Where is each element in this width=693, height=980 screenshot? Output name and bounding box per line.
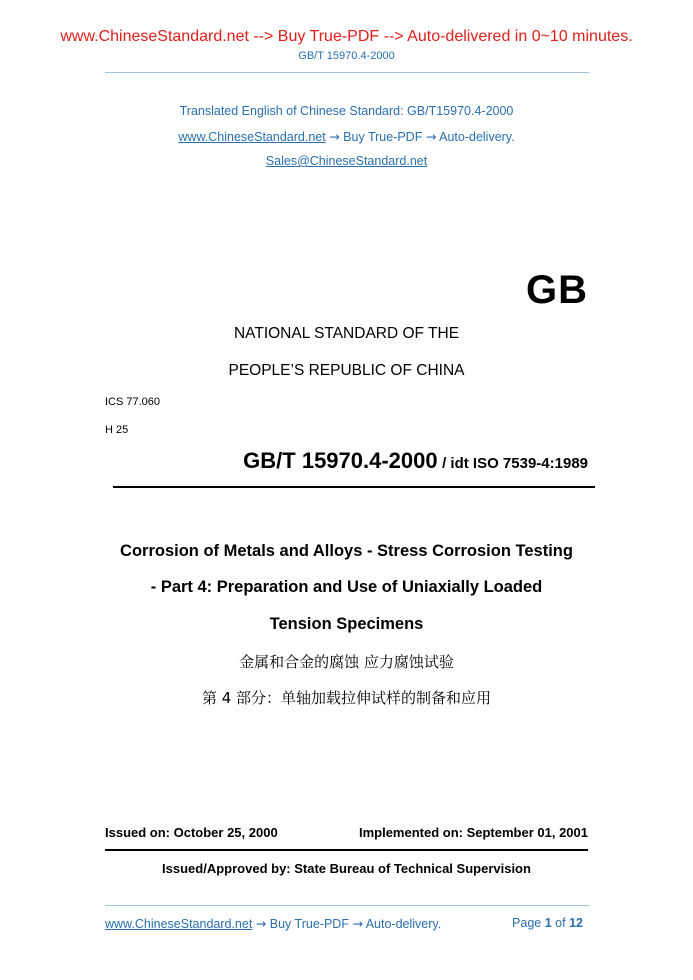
- chinese-title-1: 金属和合金的腐蚀 应力腐蚀试验: [239, 653, 454, 671]
- implemented-on: Implemented on: September 01, 2001: [358, 825, 588, 840]
- page-label: Page: [512, 916, 542, 930]
- arrow-right-icon: →: [255, 916, 267, 931]
- title-line-2: - Part 4: Preparation and Use of Uniaxially Loaded: [150, 578, 543, 596]
- site-link[interactable]: www.ChineseStandard.net: [178, 130, 326, 144]
- email-row: [0, 154, 693, 168]
- standard-equivalent: / idt ISO 7539-4:1989: [442, 455, 588, 472]
- footer-links: [105, 916, 441, 931]
- national-standard-line1: NATIONAL STANDARD OF THE: [233, 325, 460, 342]
- title-line-1: Corrosion of Metals and Alloys - Stress Corrosion Testing: [120, 542, 573, 560]
- title-divider: [113, 486, 595, 488]
- gb-mark: GB: [526, 268, 588, 312]
- national-standard-line2: PEOPLE’S REPUBLIC OF CHINA: [228, 362, 465, 379]
- arrow-right-icon: →: [329, 129, 340, 144]
- standard-number: GB/T 15970.4-2000: [243, 448, 438, 473]
- auto-delivery-text: Auto-delivery.: [439, 130, 515, 144]
- issued-divider: [105, 849, 588, 851]
- h-code: H 25: [105, 424, 129, 436]
- email-link[interactable]: Sales@ChineseStandard.net: [265, 154, 428, 168]
- top-banner[interactable]: www.ChineseStandard.net --> Buy True-PDF --> Auto-delivered in 0~10 minutes.: [60, 28, 633, 45]
- footer-auto-delivery: Auto-delivery.: [365, 917, 442, 931]
- buy-link[interactable]: Buy True-PDF: [343, 130, 423, 144]
- page-indicator: [512, 916, 583, 930]
- title-line-3: Tension Specimens: [269, 615, 424, 633]
- arrow-right-icon: →: [425, 129, 437, 144]
- of-label: of: [555, 916, 566, 930]
- page-number: 1: [544, 916, 552, 930]
- doc-code-header: GB/T 15970.4-2000: [298, 50, 395, 62]
- page-total: 12: [569, 916, 583, 930]
- issued-on: Issued on: October 25, 2000: [105, 825, 278, 840]
- footer-buy-link[interactable]: Buy True-PDF: [269, 917, 349, 931]
- ics-code: ICS 77.060: [105, 396, 161, 408]
- chinese-title-2: 第 4 部分：单轴加载拉伸试样的制备和应用: [201, 689, 492, 707]
- translated-note: Translated English of Chinese Standard: GB/T15970.4-2000: [179, 104, 514, 118]
- issued-by: Issued/Approved by: State Bureau of Technical Supervision: [162, 861, 531, 876]
- standard-number-row: [243, 448, 588, 474]
- footer-divider: [105, 905, 589, 906]
- arrow-right-icon: →: [352, 916, 363, 931]
- header-divider: [105, 72, 589, 73]
- footer-site-link[interactable]: www.ChineseStandard.net: [105, 917, 253, 931]
- intro-links: [0, 129, 693, 144]
